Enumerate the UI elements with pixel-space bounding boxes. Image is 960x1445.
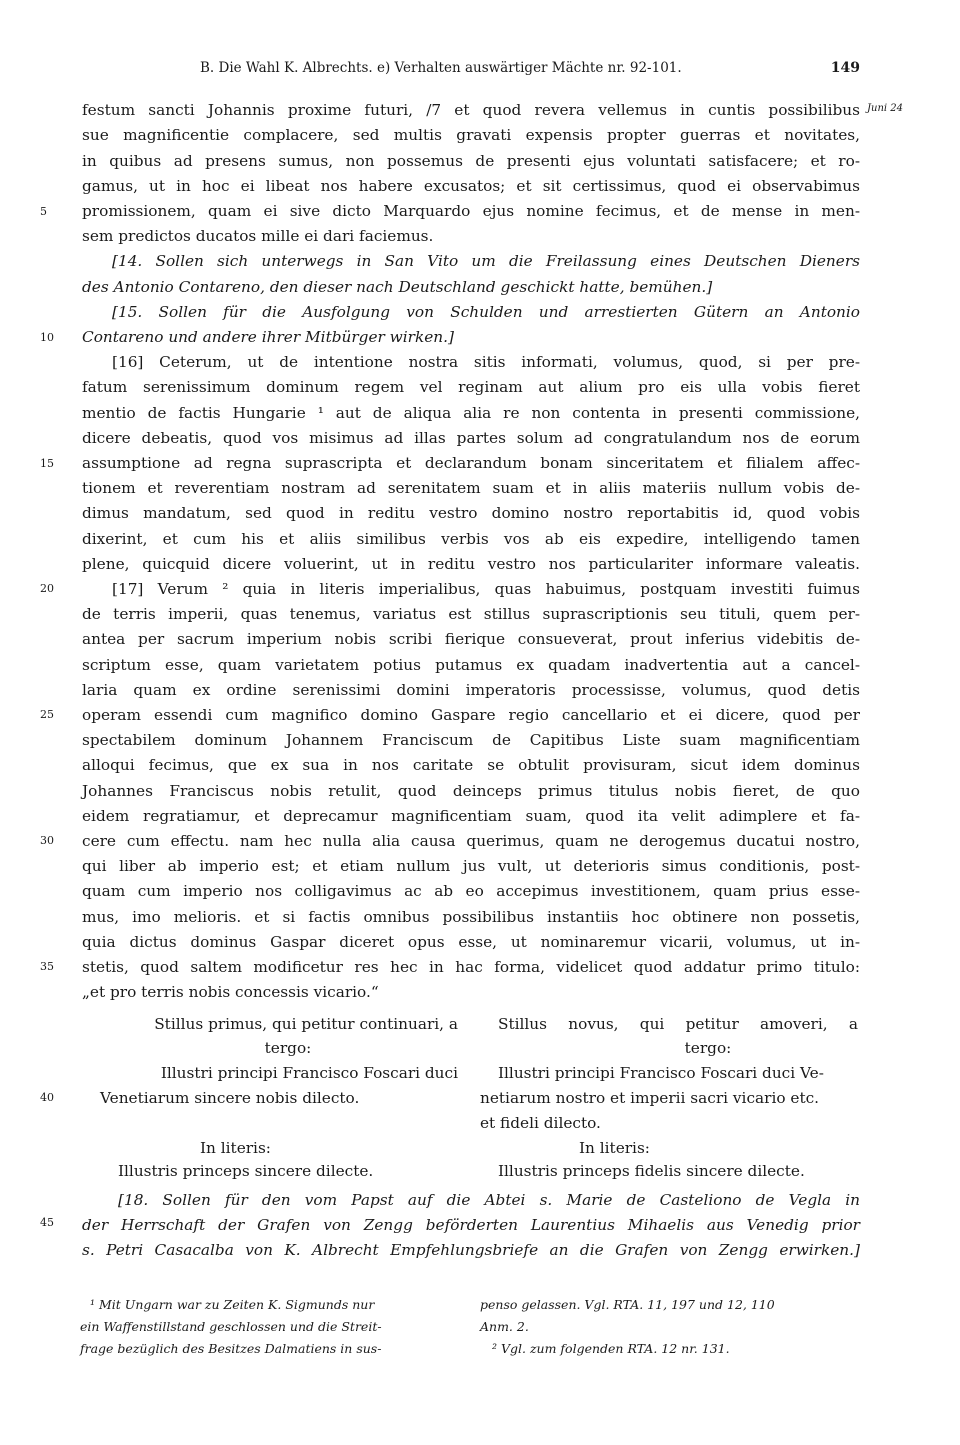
body-line: quam cum imperio nos colligavimus ac ab eo accepimus investitionem, quam prius esse- xyxy=(82,882,860,900)
body-line: laria quam ex ordine serenissimi domini imperatoris processisse, volumus, quod detis xyxy=(82,681,860,699)
line-number-30: 30 xyxy=(40,834,54,847)
right-column-subheading: In literis: xyxy=(579,1139,650,1157)
running-title: B. Die Wahl K. Albrechts. e) Verhalten auswärtiger Mächte nr. 92-101. xyxy=(200,60,682,76)
right-column-line: Illustri principi Francisco Foscari duci Ve- xyxy=(498,1064,824,1082)
footnote-1-line: ein Waffenstillstand geschlossen und die Streit- xyxy=(80,1319,382,1334)
line-number-5: 5 xyxy=(40,205,47,218)
body-line: plene, quicquid dicere voluerint, ut in reditu vestro nos particulariter informare valeatis. xyxy=(82,555,860,573)
body-line: mus, imo melioris. et si factis omnibus possibilibus instantiis hoc obtinere non possetis, xyxy=(82,908,860,926)
body-line: sem predictos ducatos mille ei dari faciemus. xyxy=(82,227,434,245)
line-number-40: 40 xyxy=(40,1091,54,1104)
summary-paragraph-15: [15. Sollen für die Ausfolgung von Schulden und arrestierten Gütern an Antonio xyxy=(112,303,860,321)
body-line: sue magnificentie complacere, sed multis gravati expensis propter guerras et novitates, xyxy=(82,126,860,144)
footnote-1-line: ¹ Mit Ungarn war zu Zeiten K. Sigmunds nur xyxy=(90,1297,375,1312)
left-column-heading-cont: tergo: xyxy=(264,1039,312,1057)
body-line: alloqui fecimus, que ex sua in nos caritate se obtulit provisuram, sicut idem dominus xyxy=(82,756,860,774)
body-line: qui liber ab imperio est; et etiam nullum jus vult, ut deterioris simus conditionis, post- xyxy=(82,857,860,875)
right-column-line: Illustris princeps fidelis sincere dilecte. xyxy=(498,1162,805,1180)
right-column-line: netiarum nostro et imperii sacri vicario etc. xyxy=(480,1089,820,1107)
body-line: „et pro terris nobis concessis vicario.“ xyxy=(82,983,379,1001)
body-line: fatum serenissimum dominum regem vel reginam aut alium pro eis ulla vobis fieret xyxy=(82,378,860,396)
footnote-2: ² Vgl. zum folgenden RTA. 12 nr. 131. xyxy=(492,1341,730,1356)
body-line: dixerint, et cum his et aliis similibus verbis vos ab eis expedire, intelligendo tamen xyxy=(82,530,860,548)
body-line: mentio de factis Hungarie ¹ aut de aliqua alia re non contenta in presenti commissione, xyxy=(82,404,860,422)
page-number: 149 xyxy=(830,60,860,76)
body-line: assumptione ad regna suprascripta et declarandum bonam sinceritatem et filialem affec- xyxy=(82,454,860,472)
body-line: [16] Ceterum, ut de intentione nostra sitis informati, volumus, quod, si per pre- xyxy=(112,353,860,371)
body-line: operam essendi cum magnifico domino Gaspare regio cancellario et ei dicere, quod per xyxy=(82,706,860,724)
body-line: stetis, quod saltem modificetur res hec in hac forma, videlicet quod addatur primo titulo: xyxy=(82,958,860,976)
right-column-heading: Stillus novus, qui petitur amoveri, a xyxy=(498,1015,858,1033)
left-column-heading: Stillus primus, qui petitur continuari, a xyxy=(154,1015,458,1033)
body-line: promissionem, quam ei sive dicto Marquardo ejus nomine fecimus, et de mense in men- xyxy=(82,202,860,220)
summary-paragraph-14: [14. Sollen sich unterwegs in San Vito um die Freilassung eines Deutschen Dieners xyxy=(112,252,860,270)
summary-paragraph-14-cont: des Antonio Contareno, den dieser nach Deutschland geschickt hatte, bemühen.] xyxy=(82,278,713,296)
line-number-35: 35 xyxy=(40,960,54,973)
left-column-subheading: In literis: xyxy=(200,1139,271,1157)
margin-date-note: Juni 24 xyxy=(867,103,903,114)
right-column-line: et fideli dilecto. xyxy=(480,1114,601,1132)
body-line: quia dictus dominus Gaspar diceret opus esse, ut nominaremur vicarii, volumus, ut in- xyxy=(82,933,860,951)
line-number-15: 15 xyxy=(40,457,54,470)
body-line: scriptum esse, quam varietatem potius putamus ex quadam inadvertentia aut a cancel- xyxy=(82,656,860,674)
line-number-10: 10 xyxy=(40,331,54,344)
footnote-1-line: frage bezüglich des Besitzes Dalmatiens in sus- xyxy=(80,1341,382,1356)
summary-paragraph-18-cont: der Herrschaft der Grafen von Zengg beförderten Laurentius Mihaelis aus Venedig prior xyxy=(82,1216,860,1234)
body-line: dicere debeatis, quod vos misimus ad illas partes solum ad congratulandum nos de eorum xyxy=(82,429,860,447)
line-number-45: 45 xyxy=(40,1216,54,1229)
body-line: festum sancti Johannis proxime futuri, /7 et quod revera vellemus in cuntis possibilibus xyxy=(82,101,860,119)
body-line: Johannes Franciscus nobis retulit, quod deinceps primus titulus nobis fieret, de quo xyxy=(82,782,860,800)
body-line: [17] Verum ² quia in literis imperialibus, quas habuimus, postquam investiti fuimus xyxy=(112,580,860,598)
summary-paragraph-18-cont: s. Petri Casacalba von K. Albrecht Empfehlungsbriefe an die Grafen von Zengg erwirken.] xyxy=(82,1241,860,1259)
left-column-line: Venetiarum sincere nobis dilecto. xyxy=(100,1089,360,1107)
body-line: eidem regratiamur, et deprecamur magnificentiam suam, quod ita velit adimplere et fa- xyxy=(82,807,860,825)
body-line: spectabilem dominum Johannem Franciscum de Capitibus Liste suam magnificentiam xyxy=(82,731,860,749)
body-line: dimus mandatum, sed quod in reditu vestro domino nostro reportabitis id, quod vobis xyxy=(82,504,860,522)
body-line: de terris imperii, quas tenemus, variatus est stillus suprascriptionis seu tituli, quem per- xyxy=(82,605,860,623)
left-column-line: Illustri principi Francisco Foscari duci xyxy=(160,1064,458,1082)
footnote-1-cont: penso gelassen. Vgl. RTA. 11, 197 und 12, 110 xyxy=(480,1297,775,1312)
running-header xyxy=(200,60,860,82)
body-line: tionem et reverentiam nostram ad serenitatem suam et in aliis materiis nullum vobis de- xyxy=(82,479,860,497)
body-line: gamus, ut in hoc ei libeat nos habere excusatos; et sit certissimus, quod ei observabimus xyxy=(82,177,860,195)
line-number-20: 20 xyxy=(40,582,54,595)
summary-paragraph-18: [18. Sollen für den vom Papst auf die Abtei s. Marie de Casteliono de Vegla in xyxy=(118,1191,860,1209)
body-line: in quibus ad presens sumus, non possemus de presenti ejus voluntati satisfacere; et ro- xyxy=(82,152,860,170)
left-column-line: Illustris princeps sincere dilecte. xyxy=(118,1162,374,1180)
body-line: antea per sacrum imperium nobis scribi fierique consueverat, prout inferius videbitis de- xyxy=(82,630,860,648)
right-column-heading-cont: tergo: xyxy=(684,1039,732,1057)
line-number-25: 25 xyxy=(40,708,54,721)
footnote-1-cont: Anm. 2. xyxy=(480,1319,529,1334)
summary-paragraph-15-cont: Contareno und andere ihrer Mitbürger wirken.] xyxy=(82,328,454,346)
body-line: cere cum effectu. nam hec nulla alia causa querimus, quam ne derogemus ducatui nostro, xyxy=(82,832,860,850)
